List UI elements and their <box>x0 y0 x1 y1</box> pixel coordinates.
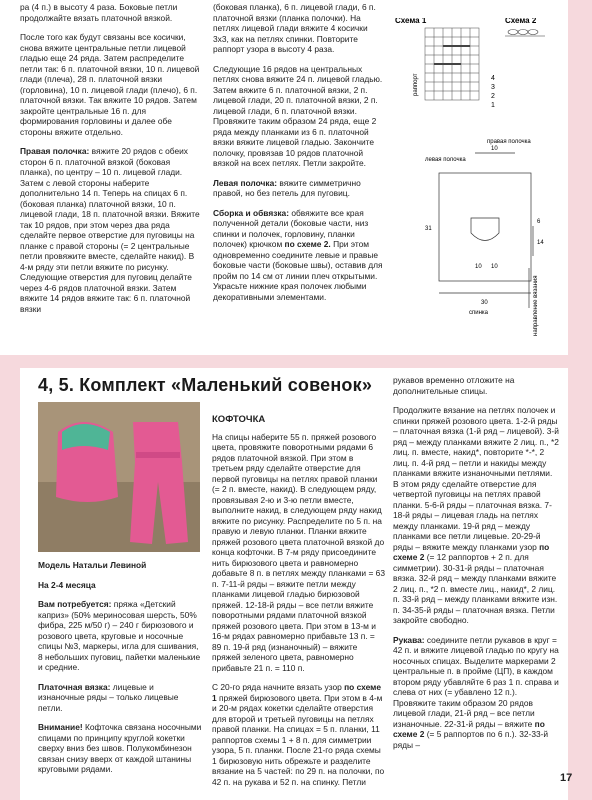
paragraph-text: пряжа «Детский каприз» (50% мериносовая шерсть, 50% фибра, 225 м/50 г) – 240 г бирюзового и розового цвета, круговые и носочные спицы №3, маркеры, игла для сшивания, 8 небольших пуговиц, пайетки маленькие и средние. <box>38 599 201 672</box>
scheme-2-title: Схема 2 <box>505 18 537 25</box>
top-column-2 <box>213 2 385 311</box>
paragraph-text: лицевые и изнаночные ряды – только лицевые петли. <box>38 681 179 713</box>
paragraph-text: При этом одновременно соедините левые и правые боковые части (боковые швы), оставив для пройм по 14 см от линии плеч открытыми. Украсьте нижние края полочек любыми декоративными элементами. <box>213 239 383 302</box>
product-photo <box>38 402 200 552</box>
scheme-ref: по схеме 1 <box>212 682 382 703</box>
paragraph-text: (= 5 раппортов по 6 п.). 32-33-й ряды – <box>393 729 549 750</box>
dimension-label: 10 <box>475 264 482 270</box>
paragraph-text: (= 12 раппортов + 2 п. для симметрии). 30-31-й ряды – платочная вязка. 32-й ряд – между планками вяжите 2 лиц. п., *2 п. вместе лиц., накид*, 2 лиц. п. 33-й ряд – между планками вяжите изн. п. 34-35-й ряды – платочная вязка. Петли закройте свободно. <box>393 552 558 625</box>
scheme-ref: по схеме 2 <box>393 718 545 739</box>
row-number: 4 <box>491 75 495 82</box>
row-number: 3 <box>491 84 495 91</box>
scheme-ref: по схеме 2 <box>393 541 550 562</box>
paragraph: ра (4 п.) в высоту 4 раза. Боковые петли продолжайте вязать платочной вязкой. <box>20 2 178 23</box>
paragraph-attention <box>38 722 202 775</box>
rapport-label: раппорт <box>413 73 419 96</box>
paragraph-text: пряжей бирюзового цвета. При этом в 4-м и 20-м рядах кокетки сделайте отверстия для второй и третьей пуговицы на петлях правой планки. На спицах = 5 п. планки, 11 раппортов схемы 1 + 8 п. для симметрии узора, 5 п. планки. После 21-го ряда схемы 1 бирюзовую нить обрежьте и разделите вязание на 5 частей: по 29 п. на полочки, по 42 п. на рукава и 52 п. на спинку. Петли <box>212 692 385 787</box>
dimension-label: 6 <box>537 219 541 225</box>
paragraph-left-shelf <box>213 178 385 199</box>
paragraph-sleeves <box>393 635 559 751</box>
right-shelf-label: правая полочка <box>487 139 531 145</box>
paragraph-text: С 20-го ряда начните вязать узор <box>212 682 345 692</box>
page-number: 17 <box>560 772 573 784</box>
section-label: Вам потребуется: <box>38 599 112 609</box>
paragraph: После того как будут связаны все косички, снова вяжите центральные петли лицевой гладью еще 24 ряда. Затем распределите петли так: 6 п. платочной вязки, 10 п. лицевой глади (плеча), 28 п. платочной вязки (горловина), 10 п. лицевой глади (плечо), 6 п. платочной вязки. Так вяжите 10 рядов. Затем закройте центральные 16 п. для формирования горловины и далее обе стороны вяжите отдельно. <box>20 32 200 137</box>
bottom-column-3 <box>393 375 559 759</box>
paragraph <box>212 682 385 787</box>
schemes-figure <box>395 18 555 350</box>
bottom-column-1 <box>38 560 202 784</box>
row-number: 2 <box>491 93 495 100</box>
model-author: Модель Натальи Левиной <box>38 560 147 570</box>
dimension-label: 10 <box>491 146 498 152</box>
paragraph: Следующие 16 рядов на центральных петлях снова вяжите 24 п. лицевой гладью. Затем вяжите 6 п. платочной вязки, 2 п. лицевой глади, 20 п. платочной вязки, 2 п. лицевой глади, 6 п. платочной вязки. Провяжите таким образом 24 ряда, еще 2 ряда между планками из 6 п. платочной вязки вяжите лицевой гладью. Закончите полочку, провязав 10 рядов платочной вязкой на всех петлях. Петли закройте. <box>213 63 383 168</box>
section-label: Правая полочка: <box>20 146 90 156</box>
section-label: Сборка и обвязка: <box>213 207 290 218</box>
paragraph <box>393 405 559 626</box>
paragraph-stitch <box>38 682 202 714</box>
paragraph-text: соедините петли рукавов в круг = 42 п. и вяжите лицевой гладью по кругу на носочных спицах. Выделите маркерами 2 центральные п. в пройме (ЦП), в каждом втором ряду убавляйте 6 раз 1 п. справа и слева от них (= убавлено 12 п.). Провяжите таким образом 20 рядов лицевой глади, 21-й ряд – все петли изнаночные. 22-31-й ряды – вяжите <box>393 634 559 729</box>
dimension-label: 30 <box>481 300 488 306</box>
scheme-2-crochet <box>505 30 545 37</box>
row-number: 1 <box>491 102 495 109</box>
back-label: спинка <box>469 310 489 316</box>
paragraph: На спицы наберите 55 п. пряжей розового цвета, провяжите поворотными рядами 6 рядов платочной вязкой. При этом в третьем ряду сделайте отверстие для первой пуговицы на петлях правой планки (= 2 п. вместе, накид). В следующем ряду, провязывая 2-ю и 3-ю петли вместе, выполните накид, в следующем ряду накид вяжите по рисунку. Распределите по 5 п. на правую и левую планки. Планки вяжите пряжей розового цвета платочной вязкой до конца кофточки. В 7-м ряду присоедините нить бирюзового цвета и равномерно добавьте 8 п. в петлях между планками = 63 п. 7-11-й ряды – вяжите петли между планками лицевой гладью бирюзовой пряжей. 12-18-й ряды – все петли вяжите поворотными рядами платочной вязкой пряжей розового цвета. При этом в 13-м и 16-м рядах равномерно прибавьте 13 п. = 89 п. 19-й ряд (изнаночный) – вяжите пряжей зеленого цвета, равномерно прибавьте 21 п. = 110 п. <box>212 431 385 673</box>
age-range: На 2-4 месяца <box>38 579 96 590</box>
paragraph-right-shelf <box>20 146 202 314</box>
paragraph-materials <box>38 599 202 673</box>
top-column-1 <box>20 2 202 323</box>
page-edge-tab <box>568 0 592 800</box>
section-heading: КОФТОЧКА <box>212 414 266 425</box>
pattern-outline <box>439 153 533 308</box>
scheme-1-title: Схема 1 <box>395 18 427 25</box>
direction-label: направление вязания <box>533 275 539 336</box>
bottom-column-2 <box>212 415 385 796</box>
section-label: Внимание! <box>38 722 83 732</box>
section-label: Левая полочка: <box>213 177 278 188</box>
left-shelf-label: левая полочка <box>425 157 466 163</box>
paragraph-text: вяжите 20 рядов с обеих сторон 6 п. платочной вязкой (боковая планка), по центру – 10 п. лицевой глади. Затем с левой стороны наберите дополнительно 14 п. Теперь на спицах 6 п. (боковая планка) платочной вязки, 10 п. лицевой глади, 18 п. платочной вязки. Вяжите так 10 рядов, при этом через два ряда сделайте первое отверстие для пуговицы на планке с правой стороны (= 2 центральные петли провяжите вместе, сделайте накид). В 4-м ряду эти петли вяжите по рисунку. Следующие отверстия для пуговиц делайте через 4-6 рядов платочной вязки. Затем вяжите 14 рядов вяжите так: 6 п. платочной вязки <box>20 146 200 314</box>
article-title: 4, 5. Комплект «Маленький совенок» <box>38 375 373 395</box>
paragraph: рукавов временно отложите на дополнительные спицы. <box>393 375 515 396</box>
paragraph-assembly <box>213 208 385 303</box>
section-label: Платочная вязка: <box>38 681 111 692</box>
paragraph-text: Кофточка связана носочными спицами по принципу круглой кокетки сверху вниз без швов. Полукомбинезон связан снизу вверх от каждой штанины круговыми рядами. <box>38 722 202 774</box>
paragraph-text: обвяжите все края полученной детали (боковые части, низ спинки и полочек, горловину, планки полочек) крючком <box>213 207 369 249</box>
paragraph-text: вяжите симметрично правой, но без петель для пуговиц. <box>213 177 361 198</box>
dimension-label: 14 <box>537 240 544 246</box>
section-label: Рукава: <box>393 634 425 645</box>
paragraph: (боковая планка), 6 п. лицевой глади, 6 п. платочной вязки (планка полочки). На петлях лицевой глади вяжите 4 косички 3х3, как на петлях спинки. Повторите раппорт узора в высоту 4 раза. <box>213 2 376 54</box>
dimension-label: 10 <box>491 264 498 270</box>
dimension-label: 31 <box>425 226 432 232</box>
scheme-ref: по схеме 2. <box>284 239 331 249</box>
scheme-1-grid <box>425 28 479 100</box>
paragraph-text: Продолжите вязание на петлях полочек и спинки пряжей розового цвета. 1-2-й ряды – платочная вязка (1-й ряд – лицевой). 3-й ряд – между планками вяжите 2 лиц. п., *2 лиц. п. вместе, накид*, повторите *-*, 2 лиц. п. 4-й ряд – петли и накиды между планками вяжите изнаночными петлями. В этом ряду сделайте отверстие для четвертой пуговицы на петлях правой планки. 5-6-й ряды – платочная вязка. 7-18-й ряды – лицевая гладь на петлях между планками. 19-й ряд – между планками все петли лицевые. 20-29-й ряды – вяжите между планками узор <box>393 405 559 552</box>
